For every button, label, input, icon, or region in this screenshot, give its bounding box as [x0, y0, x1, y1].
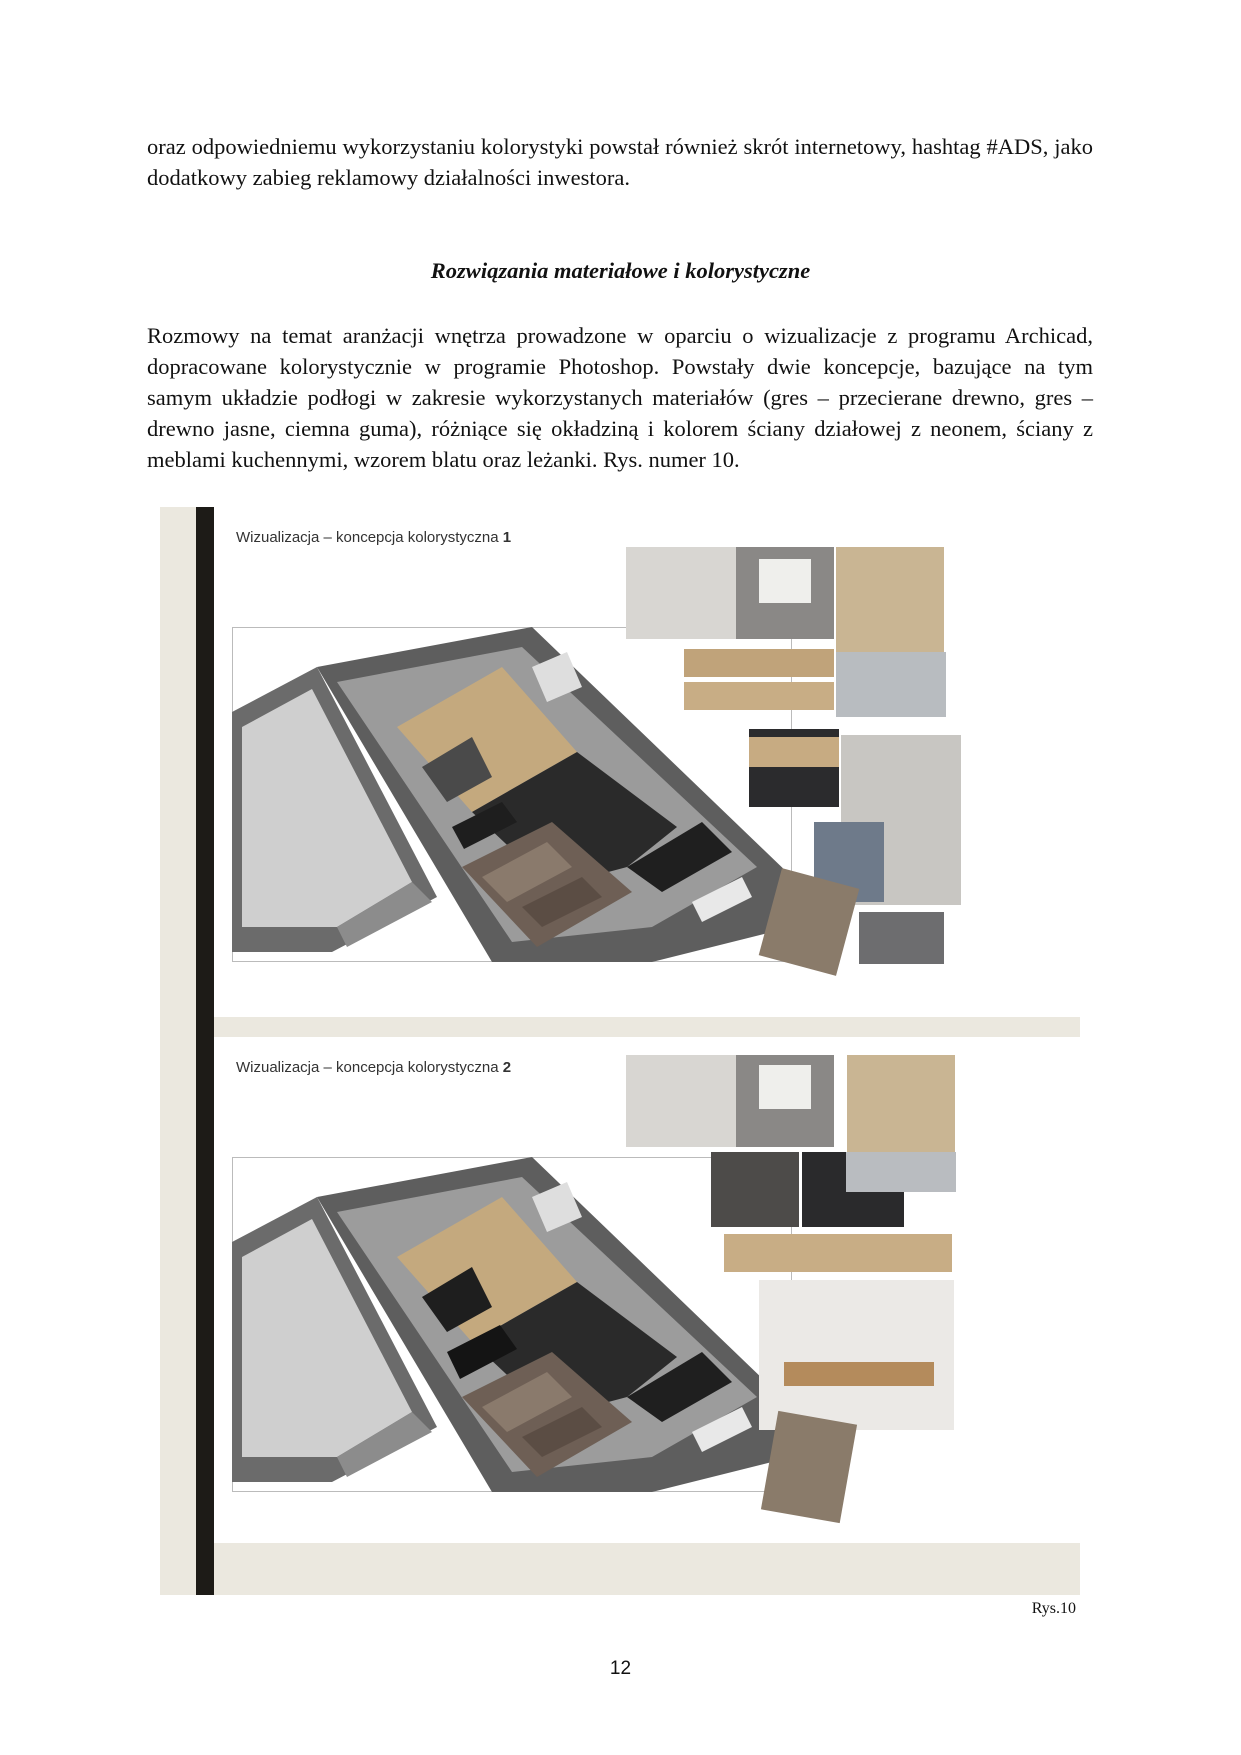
swatch-light-tile — [626, 547, 736, 639]
swatch-light-tile — [626, 1055, 736, 1147]
swatch-floor-photo — [836, 652, 946, 717]
swatch-white-sample — [759, 559, 811, 603]
figure-caption: Rys.10 — [1031, 1600, 1076, 1617]
swatch-wood-plank — [724, 1234, 952, 1272]
swatch-white-brick-photo — [759, 1280, 954, 1430]
floor-plan-render-1 — [232, 627, 792, 962]
figure-side-bar — [196, 507, 214, 1595]
swatch-wood-tile — [836, 547, 944, 662]
page-number: 12 — [609, 1658, 632, 1679]
swatch-wood-plank-2 — [684, 682, 834, 710]
concept-2-title: Wizualizacja – koncepcja kolorystyczna 2 — [236, 1059, 512, 1076]
concept-panel-2 — [214, 1037, 1080, 1543]
swatch-patterned-tile — [761, 1411, 857, 1523]
paragraph-intro: oraz odpowiedniemu wykorzystaniu kolorystyki powstał również skrót internetowy, hashtag #ADS, jako dodatkowy zabieg reklamowy działalności inwestora. — [147, 134, 1093, 190]
swatch-light-wood — [749, 737, 839, 767]
swatch-white-sample — [759, 1065, 811, 1109]
swatch-gray-panel — [859, 912, 944, 964]
concept-1-title: Wizualizacja – koncepcja kolorystyczna 1 — [236, 529, 512, 546]
paragraph-description: Rozmowy na temat aranżacji wnętrza prowadzone w oparciu o wizualizacje z programu Archicad, dopracowane kolorystycznie w programie Photoshop. Powstały dwie koncepcje, bazujące na tym samym układzie podłogi w zakresie wykorzystanych materiałów (gres – przecierane drewno, gres – drewno jasne, ciemna guma), różniące się okładziną i kolorem ściany działowej z neonem, ściany z meblami kuchennymi, wzorem blatu oraz leżanki. Rys. numer 10. — [147, 323, 1093, 472]
figure-visualizations — [160, 507, 1080, 1595]
floor-plan-render-2 — [232, 1157, 792, 1492]
swatch-brick-cladding — [711, 1152, 799, 1227]
swatch-wood-plank-1 — [684, 649, 834, 677]
swatch-floor-photo — [846, 1152, 956, 1192]
concept-panel-1 — [214, 507, 1080, 1017]
swatch-shelf-baskets — [784, 1362, 934, 1386]
section-heading: Rozwiązania materiałowe i kolorystyczne — [430, 258, 811, 283]
